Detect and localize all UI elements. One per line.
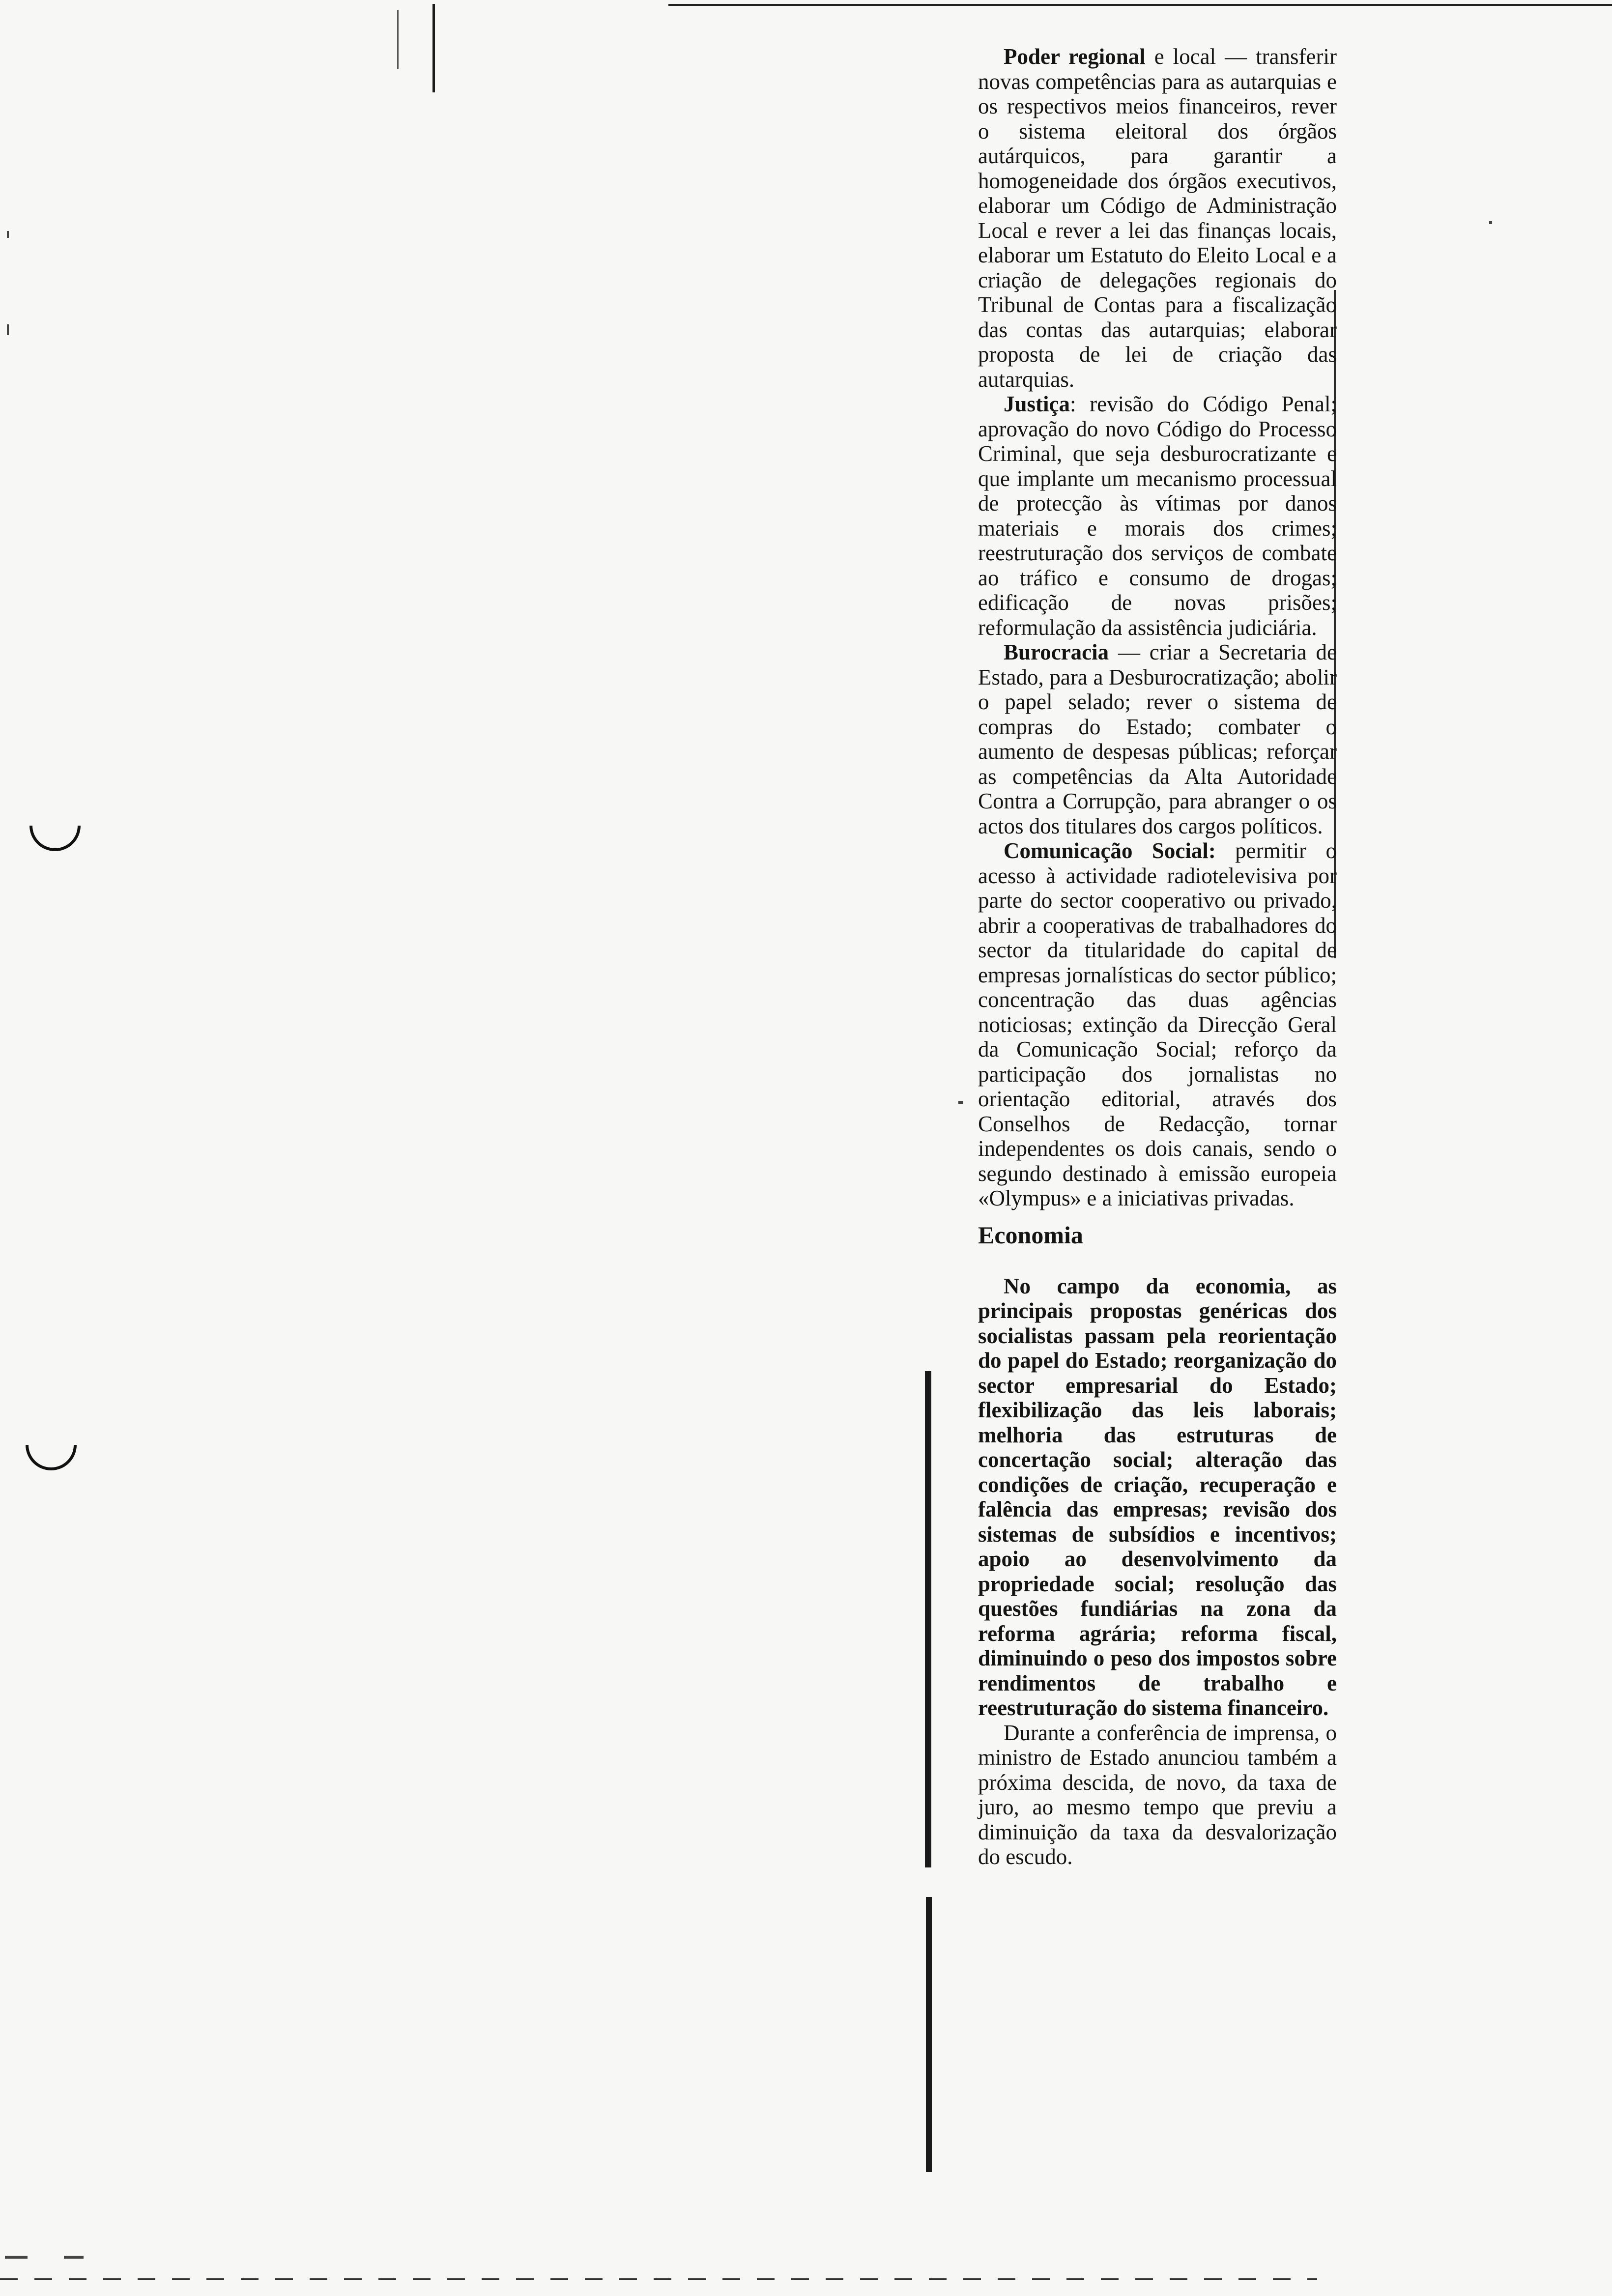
lead-poder-regional: Poder regional xyxy=(1004,44,1146,69)
paragraph-justica xyxy=(978,392,1337,640)
scan-speck xyxy=(7,231,9,238)
paragraph-comunicacao-social xyxy=(978,838,1337,1211)
lead-justica: Justiça xyxy=(1004,392,1070,416)
body-justica: : revisão do Código Penal; aprovação do novo Código do Processo Criminal, que seja desburocratizante e que implante um mecanismo processual de protecção às vítimas por danos materiais e morais dos crimes; reestruturação dos serviços de combate ao tráfico e consumo de drogas; edificação de novas prisões; reformulação da assistência judiciária. xyxy=(978,392,1337,640)
top-edge-line xyxy=(668,4,1612,6)
column-margin-bar-lower xyxy=(926,1897,932,2172)
punch-hole-mark-lower xyxy=(26,1445,77,1470)
body-poder-regional: e local — transferir novas competências para as autarquias e os respectivos meios financeiros, rever o sistema eleitoral dos órgãos autárquicos, para garantir a homogeneidade dos órgãos executivos, elaborar um Código de Administração Local e rever a lei das finanças locais, elaborar um Estatuto do Eleito Local e a criação de delegações regionais do Tribunal de Contas para a fiscalização das contas das autarquias; elaborar proposta de lei de criação das autarquias. xyxy=(978,44,1337,392)
scan-speck xyxy=(1489,221,1492,224)
paragraph-economia: No campo da economia, as principais propostas genéricas dos socialistas passam pela reorientação do papel do Estado; reorganização do sector empresarial do Estado; flexibilização das leis laborais; melhoria das estruturas de concertação social; alteração das condições de criação, recuperação e falência das empresas; revisão dos sistemas de subsídios e incentivos; apoio ao desenvolvimento da propriedade social; resolução das questões fundiárias na zona da reforma agrária; reforma fiscal, diminuindo o peso dos impostos sobre rendimentos de trabalho e reestruturação do sistema financeiro. xyxy=(978,1273,1337,1720)
bottom-edge-dashes xyxy=(0,2278,1317,2280)
paragraph-burocracia xyxy=(978,640,1337,838)
lead-burocracia: Burocracia xyxy=(1004,640,1109,664)
body-comunicacao-social: permitir o acesso à actividade radiotelevisiva por parte do sector cooperativo ou privado, abrir a cooperativas de trabalhadores do sector da titularidade do capital de empresas jornalísticas do sector público; concentração das duas agências noticiosas; extinção da Direcção Geral da Comunicação Social; reforço da participação dos jornalistas no orientação editorial, através dos Conselhos de Redacção, tornar independentes os dois canais, sendo o segundo destinado à emissão europeia «Olympus» e a iniciativas privadas. xyxy=(978,838,1337,1210)
paragraph-conferencia: Durante a conferência de imprensa, o ministro de Estado anunciou também a próxima descida, de novo, da taxa de juro, ao mesmo tempo que previu a diminuição da taxa da desvalorização do escudo. xyxy=(978,1720,1337,1869)
scan-speck xyxy=(958,1101,963,1104)
punch-hole-mark xyxy=(29,826,81,851)
scan-speck xyxy=(5,2256,28,2259)
article-column xyxy=(978,44,1337,1869)
body-burocracia: — criar a Secretaria de Estado, para a Desburocratização; abolir o papel selado; rever o sistema de compras do Estado; combater o aumento de despesas públicas; reforçar as competências da Alta Autoridade Contra a Corrupção, para abranger o os actos dos titulares dos cargos políticos. xyxy=(978,640,1337,838)
paragraph-poder-regional xyxy=(978,44,1337,392)
scan-speck xyxy=(64,2256,84,2259)
section-heading-economia: Economia xyxy=(978,1221,1083,1249)
column-margin-bar xyxy=(925,1371,931,1867)
lead-comunicacao-social: Comunicação Social: xyxy=(1004,838,1216,863)
top-scan-mark xyxy=(432,4,435,92)
top-scan-mark-faint xyxy=(397,10,399,69)
scan-speck xyxy=(7,324,9,335)
